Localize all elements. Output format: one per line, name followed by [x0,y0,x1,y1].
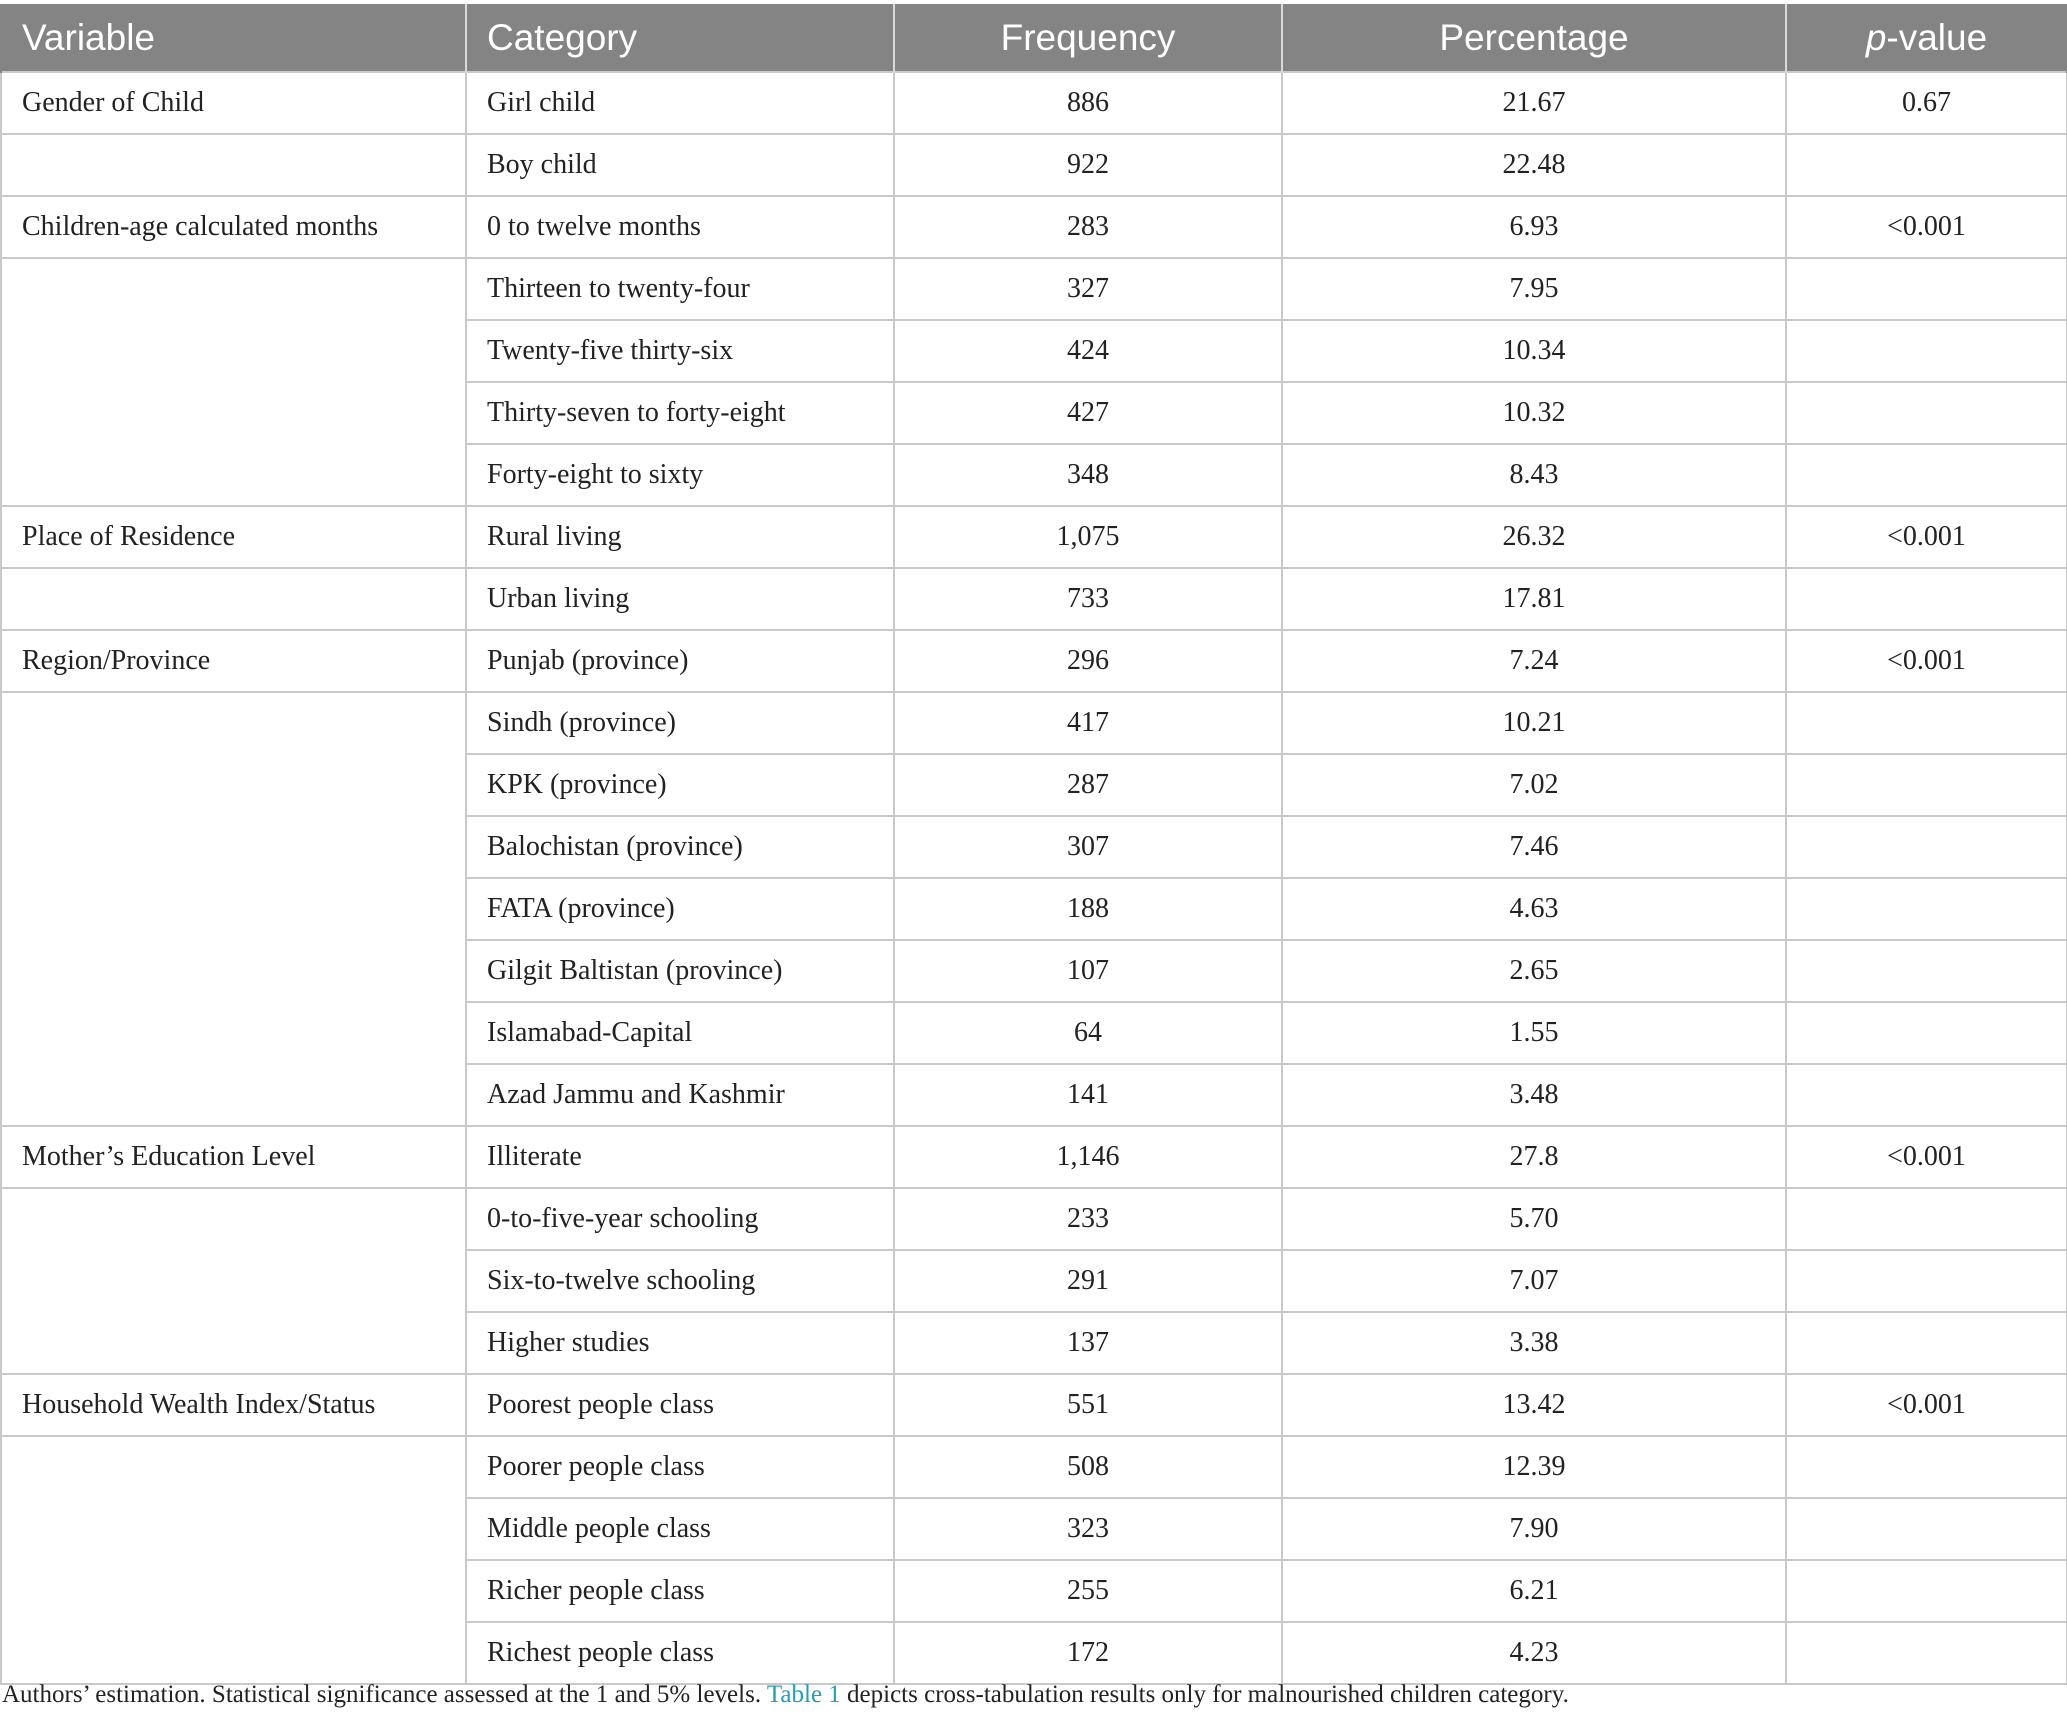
category-cell: Illiterate [466,1126,894,1188]
table-row [1,1560,2067,1622]
percentage-cell: 3.38 [1282,1312,1786,1374]
frequency-cell: 296 [894,630,1282,692]
category-cell: Middle people class [466,1498,894,1560]
table-row [1,692,2067,754]
category-cell: Poorer people class [466,1436,894,1498]
table-row [1,1064,2067,1126]
frequency-cell: 508 [894,1436,1282,1498]
percentage-cell: 26.32 [1282,506,1786,568]
table-row [1,72,2067,134]
category-cell: Punjab (province) [466,630,894,692]
p-value-cell [1786,1312,2067,1374]
category-cell: Forty-eight to sixty [466,444,894,506]
category-cell: FATA (province) [466,878,894,940]
percentage-cell: 3.48 [1282,1064,1786,1126]
p-value-cell [1786,1622,2067,1684]
category-cell: Six-to-twelve schooling [466,1250,894,1312]
table-row [1,1312,2067,1374]
percentage-cell: 7.46 [1282,816,1786,878]
variable-cell-empty [1,258,466,320]
percentage-cell: 13.42 [1282,1374,1786,1436]
table-row [1,506,2067,568]
table-row [1,196,2067,258]
data-table [0,4,2067,1685]
percentage-cell: 7.90 [1282,1498,1786,1560]
category-cell: Sindh (province) [466,692,894,754]
p-value-cell [1786,320,2067,382]
percentage-cell: 6.93 [1282,196,1786,258]
footnote-text-after: depicts cross-tabulation results only for malnourished children category. [840,1681,1569,1708]
frequency-cell: 64 [894,1002,1282,1064]
variable-cell-empty [1,1560,466,1622]
p-value-cell [1786,1436,2067,1498]
table-row [1,1126,2067,1188]
table-body [1,72,2067,1684]
category-cell: Thirty-seven to forty-eight [466,382,894,444]
percentage-cell: 1.55 [1282,1002,1786,1064]
category-cell: Thirteen to twenty-four [466,258,894,320]
footnote-table-link[interactable]: Table 1 [766,1681,841,1708]
variable-cell-empty [1,1002,466,1064]
p-value-cell [1786,1188,2067,1250]
category-cell: Urban living [466,568,894,630]
header-frequency: Frequency [894,4,1282,72]
variable-cell-empty [1,134,466,196]
category-cell: Gilgit Baltistan (province) [466,940,894,1002]
frequency-cell: 733 [894,568,1282,630]
percentage-cell: 10.34 [1282,320,1786,382]
header-p-value-suffix: -value [1886,16,1988,58]
category-cell: Higher studies [466,1312,894,1374]
variable-cell-empty [1,754,466,816]
frequency-cell: 1,075 [894,506,1282,568]
p-value-cell: <0.001 [1786,630,2067,692]
frequency-cell: 287 [894,754,1282,816]
variable-cell-empty [1,1312,466,1374]
frequency-cell: 107 [894,940,1282,1002]
category-cell: Balochistan (province) [466,816,894,878]
variable-cell: Mother’s Education Level [1,1126,466,1188]
variable-cell: Gender of Child [1,72,466,134]
table-row [1,134,2067,196]
p-value-cell [1786,382,2067,444]
variable-cell-empty [1,816,466,878]
variable-cell-empty [1,1064,466,1126]
table-row [1,630,2067,692]
category-cell: Islamabad-Capital [466,1002,894,1064]
frequency-cell: 551 [894,1374,1282,1436]
variable-cell: Children-age calculated months [1,196,466,258]
category-cell: Poorest people class [466,1374,894,1436]
p-value-cell [1786,258,2067,320]
percentage-cell: 8.43 [1282,444,1786,506]
frequency-cell: 188 [894,878,1282,940]
category-cell: 0 to twelve months [466,196,894,258]
variable-cell: Household Wealth Index/Status [1,1374,466,1436]
frequency-cell: 427 [894,382,1282,444]
p-value-cell [1786,444,2067,506]
p-value-cell [1786,1560,2067,1622]
category-cell: Richer people class [466,1560,894,1622]
percentage-cell: 27.8 [1282,1126,1786,1188]
p-value-cell: <0.001 [1786,1374,2067,1436]
variable-cell: Region/Province [1,630,466,692]
percentage-cell: 21.67 [1282,72,1786,134]
variable-cell-empty [1,382,466,444]
percentage-cell: 4.63 [1282,878,1786,940]
table-row [1,320,2067,382]
category-cell: Girl child [466,72,894,134]
frequency-cell: 922 [894,134,1282,196]
frequency-cell: 291 [894,1250,1282,1312]
percentage-cell: 4.23 [1282,1622,1786,1684]
percentage-cell: 7.02 [1282,754,1786,816]
frequency-cell: 424 [894,320,1282,382]
frequency-cell: 141 [894,1064,1282,1126]
variable-cell-empty [1,878,466,940]
category-cell: Boy child [466,134,894,196]
category-cell: Rural living [466,506,894,568]
variable-cell-empty [1,320,466,382]
variable-cell-empty [1,1498,466,1560]
table-row [1,1002,2067,1064]
frequency-cell: 886 [894,72,1282,134]
frequency-cell: 348 [894,444,1282,506]
table-row [1,878,2067,940]
variable-cell-empty [1,1622,466,1684]
table-row [1,1374,2067,1436]
table-header [1,4,2067,72]
frequency-cell: 233 [894,1188,1282,1250]
table-row [1,444,2067,506]
percentage-cell: 22.48 [1282,134,1786,196]
header-category: Category [466,4,894,72]
header-p-value-italic: p [1865,16,1887,58]
variable-cell-empty [1,1250,466,1312]
table-row [1,940,2067,1002]
variable-cell-empty [1,1188,466,1250]
percentage-cell: 10.32 [1282,382,1786,444]
frequency-cell: 137 [894,1312,1282,1374]
p-value-cell [1786,816,2067,878]
p-value-cell [1786,1498,2067,1560]
p-value-cell [1786,1002,2067,1064]
variable-cell-empty [1,568,466,630]
table-row [1,382,2067,444]
table-row [1,568,2067,630]
percentage-cell: 5.70 [1282,1188,1786,1250]
table-row [1,1498,2067,1560]
header-variable: Variable [1,4,466,72]
percentage-cell: 10.21 [1282,692,1786,754]
category-cell: Richest people class [466,1622,894,1684]
percentage-cell: 7.24 [1282,630,1786,692]
frequency-cell: 172 [894,1622,1282,1684]
table-row [1,754,2067,816]
p-value-cell [1786,134,2067,196]
frequency-cell: 1,146 [894,1126,1282,1188]
variable-cell-empty [1,692,466,754]
p-value-cell: <0.001 [1786,196,2067,258]
footnote-text-before: Authors’ estimation. Statistical significance assessed at the 1 and 5% levels. [2,1681,767,1708]
p-value-cell [1786,1064,2067,1126]
frequency-cell: 323 [894,1498,1282,1560]
frequency-cell: 255 [894,1560,1282,1622]
p-value-cell: <0.001 [1786,506,2067,568]
frequency-cell: 417 [894,692,1282,754]
data-table-container [0,4,2066,1685]
percentage-cell: 6.21 [1282,1560,1786,1622]
p-value-cell: <0.001 [1786,1126,2067,1188]
category-cell: Azad Jammu and Kashmir [466,1064,894,1126]
header-row [1,4,2067,72]
p-value-cell [1786,1250,2067,1312]
category-cell: 0-to-five-year schooling [466,1188,894,1250]
p-value-cell [1786,692,2067,754]
frequency-cell: 283 [894,196,1282,258]
p-value-cell: 0.67 [1786,72,2067,134]
p-value-cell [1786,940,2067,1002]
percentage-cell: 17.81 [1282,568,1786,630]
header-p-value [1786,4,2067,72]
table-row [1,1188,2067,1250]
variable-cell: Place of Residence [1,506,466,568]
category-cell: Twenty-five thirty-six [466,320,894,382]
percentage-cell: 12.39 [1282,1436,1786,1498]
frequency-cell: 327 [894,258,1282,320]
p-value-cell [1786,878,2067,940]
variable-cell-empty [1,1436,466,1498]
table-row [1,258,2067,320]
table-row [1,816,2067,878]
variable-cell-empty [1,940,466,1002]
category-cell: KPK (province) [466,754,894,816]
percentage-cell: 7.07 [1282,1250,1786,1312]
table-row [1,1436,2067,1498]
p-value-cell [1786,754,2067,816]
frequency-cell: 307 [894,816,1282,878]
percentage-cell: 2.65 [1282,940,1786,1002]
variable-cell-empty [1,444,466,506]
table-row [1,1250,2067,1312]
table-row [1,1622,2067,1684]
table-footnote [2,1681,1569,1709]
p-value-cell [1786,568,2067,630]
header-percentage: Percentage [1282,4,1786,72]
percentage-cell: 7.95 [1282,258,1786,320]
